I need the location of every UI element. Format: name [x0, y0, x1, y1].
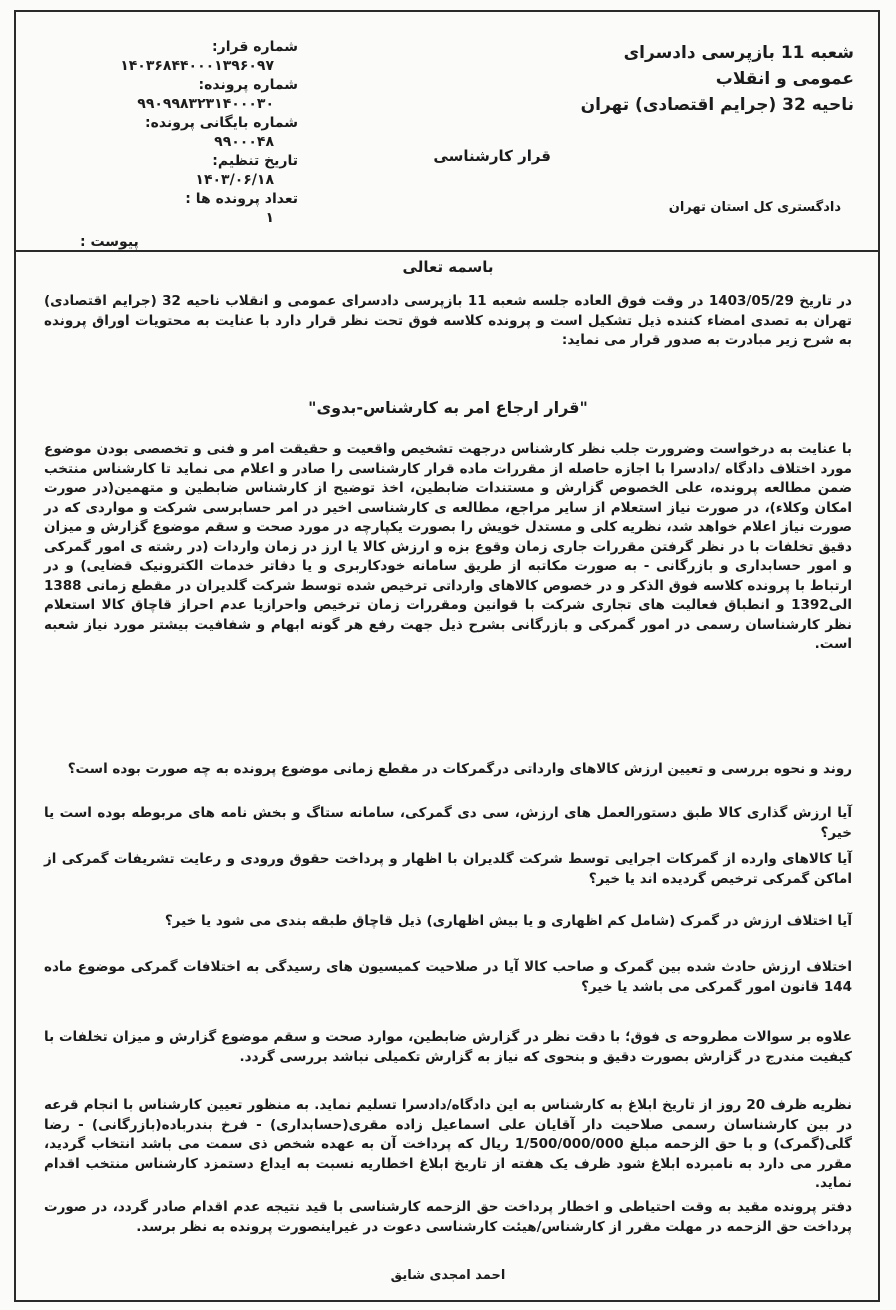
intro-paragraph: در تاریخ 1403/05/29 در وقت فوق العاده جلسه شعبه 11 بازپرسی دادسرای عمومی و انقلاب ناحیه 32 (جرایم اقتصادی) تهران به تصدی امضاء کننده ذیل تشکیل است و پرونده کلاسه فوق تحت نظر قرار دارد با عنایت به محتویات اوراق پرونده به شرح زیر مبادرت به صدور قرار می نماید: — [44, 293, 852, 348]
archive-number-label: شماره بایگانی پرونده: — [145, 115, 298, 131]
court-header — [574, 40, 854, 118]
paragraph-referral: با عنایت به درخواست وضرورت جلب نظر کارشناس درجهت تشخیص واقعیت و حقیقت امر و فنی و تخصصی بودن موضوع مورد اختلاف دادگاه /دادسرا با اجازه حاصله از مقررات ماده قرار کارشناسی را صادر و اعلام می نماید تا کارشناس منتخب ضمن مطالعه پرونده، علی الخصوص گزارش و مستندات ضابطین، اخذ توضیح از کارشناس ضابطین و متهمین(در صورت امکان وکلاء)، در صورت نیاز استعلام از سایر مراجع، مطالعه ی کارشناسی اخیر در امر حسابرسی شرکت و مواردی که در صورت نیاز اعلام خواهد شد، نظریه کلی و مستدل خویش را بصورت یکپارچه در مورد صحت و سقم موضوع گزارش و میزان دقیق تخلفات با در نظر گرفتن مقررات جاری زمان وقوع بزه و ارزش کالا یا ارز در زمان واردات (در رشته ی امور گمرکی و امور حسابداری و بازرگانی - به صورت مکاتبه از طریق سامانه خودکاربری و یا دفاتر خدمات الکترونیک قضایی) و در ارتباط با پرونده کلاسه فوق الذکر و در خصوص کالاهای وارداتی ترخیص شده توسط شرکت گلدیران در مقطع زمانی 1388 الی1392 و انطباق فعالیت های تجاری شرکت با قوانین ومقررات زمان ترخیص واحرازیا عدم احراز قاچاق کالا استعلام نظر کارشناسان رسمی در امور گمرکی و بازرگانی بشرح ذیل جهت رفع هر گونه ابهام و شفافیت بیشتر مورد نیاز شعبه است. — [44, 441, 852, 652]
question-3: آیا کالاهای وارده از گمرکات اجرایی توسط شرکت گلدیران با اظهار و پرداخت حقوق ورودی و رعایت تشریفات گمرکی از اماکن گمرکی ترخیص گردیده اند یا خیر؟ — [44, 851, 852, 887]
paragraph-deadline-fee: نظریه ظرف 20 روز از تاریخ ابلاغ به کارشناس به این دادگاه/دادسرا تسلیم نماید. به منظور تعیین کارشناس با انجام قرعه در بین کارشناسان رسمی صلاحیت دار آقایان علی اسماعیل زاده مقری(حسابداری) - فرخ بندرباده(بازرگانی) - رضا گلی(گمرک) و با حق الزحمه مبلغ 1/500/000/000 ریال که پرداخت آن به عهده شخص ذی سمت می باشد انتخاب گردید، مقرر می دارد به نامبرده ابلاغ شود ظرف یک هفته از تاریخ ابلاغ اخطاریه نسبت به ایداع دستمزد کارشناس منتخب اقدام نماید. — [44, 1097, 852, 1191]
signature: احمد امجدی شایق — [390, 1268, 506, 1283]
decision-number-label: شماره قرار: — [212, 39, 298, 55]
question-2: آیا ارزش گذاری کالا طبق دستورالعمل های ارزش، سی دی گمرکی، سامانه ستاگ و بخش نامه های مربوطه بوده است یا خیر؟ — [44, 805, 852, 841]
issuing-authority: دادگستری کل استان تهران — [668, 200, 841, 215]
decision-number: ۱۴۰۳۶۸۴۴۰۰۰۱۳۹۶۰۹۷ — [120, 58, 274, 74]
date: ۱۴۰۳/۰۶/۱۸ — [195, 172, 274, 188]
archive-number: ۹۹۰۰۰۴۸ — [214, 134, 274, 150]
file-count-label: تعداد پرونده ها : — [185, 191, 298, 207]
attachment-label: پیوست : — [80, 234, 139, 250]
case-number: ۹۹۰۹۹۸۳۲۳۱۴۰۰۰۳۰ — [137, 96, 274, 112]
document-title: قرار کارشناسی — [433, 147, 551, 165]
case-metadata — [58, 38, 298, 228]
court-line-2: ناحیه 32 (جرایم اقتصادی) تهران — [580, 95, 854, 115]
paragraph-additional: علاوه بر سوالات مطروحه ی فوق؛ با دقت نظر در گزارش ضابطین، موارد صحت و سقم موضوع گزارش و میزان تخلفات با کیفیت مندرج در گزارش بصورت دقیق و بنحوی که نیاز به گزارش تکمیلی نباشد بررسی گردد. — [44, 1029, 852, 1065]
header-divider — [16, 250, 880, 252]
case-number-label: شماره پرونده: — [198, 77, 298, 93]
paragraph-office-instructions: دفتر پرونده مقید به وقت احتیاطی و اخطار پرداخت حق الزحمه کارشناسی با قید نتیجه عدم اقدام صادر گردد، در صورت پرداخت حق الزحمه در مهلت مقرر از کارشناس/هیئت کارشناسی دعوت در غیراینصورت پرونده به نظر برسد. — [44, 1199, 852, 1235]
question-1: روند و نحوه بررسی و تعیین ارزش کالاهای وارداتی درگمرکات در مقطع زمانی موضوع پرونده به چه صورت بوده است؟ — [67, 761, 852, 777]
question-5: اختلاف ارزش حادث شده بین گمرک و صاحب کالا آیا در صلاحیت کمیسیون های رسیدگی به اختلافات گمرکی موضوع ماده 144 قانون امور گمرکی می باشد یا خیر؟ — [44, 959, 852, 995]
court-line-1: شعبه 11 بازپرسی دادسرای عمومی و انقلاب — [623, 43, 854, 89]
date-label: تاریخ تنظیم: — [212, 153, 298, 169]
section-heading: "قرار ارجاع امر به کارشناس-بدوی" — [308, 398, 588, 417]
file-count: ۱ — [265, 210, 274, 226]
question-4: آیا اختلاف ارزش در گمرک (شامل کم اظهاری و یا بیش اظهاری) ذیل قاچاق طبقه بندی می شود یا خیر؟ — [164, 913, 852, 929]
basmala: باسمه تعالی — [402, 258, 494, 276]
